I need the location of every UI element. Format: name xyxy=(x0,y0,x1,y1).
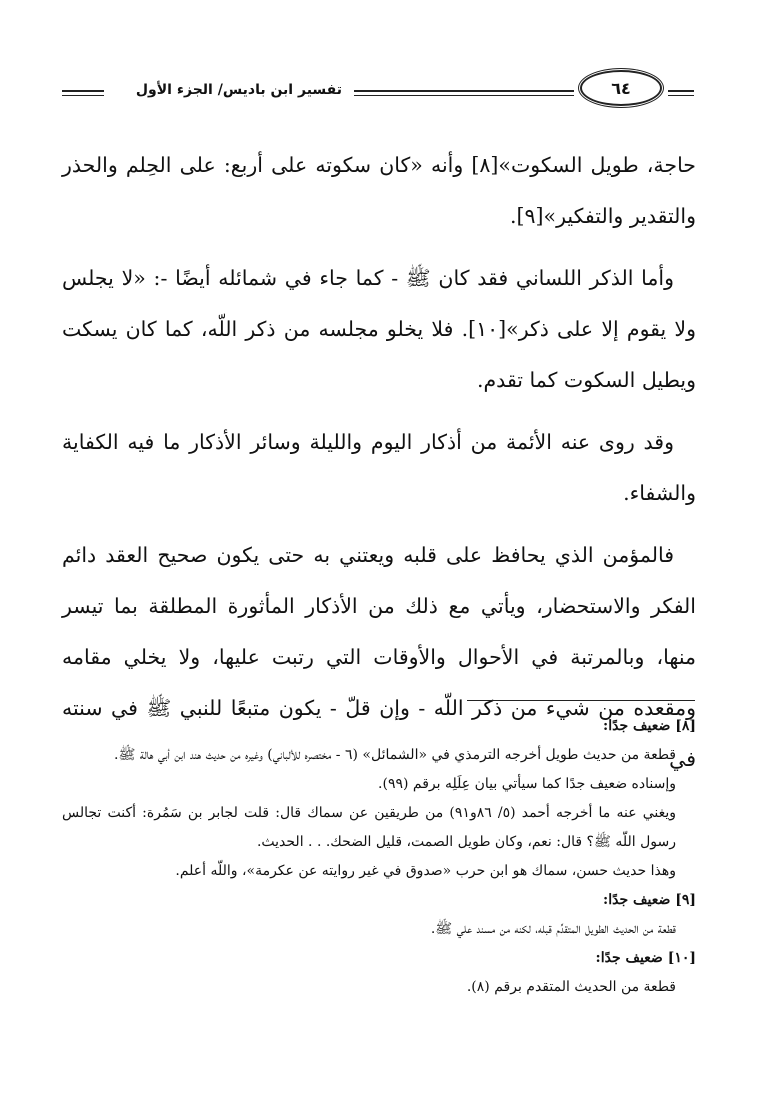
paragraph: وقد روى عنه الأئمة من أذكار اليوم والليلة وسائر الأذكار ما فيه الكفاية والشفاء. xyxy=(62,430,696,505)
footnote-separator xyxy=(467,700,695,701)
page-number: ٦٤ xyxy=(580,70,662,106)
main-text xyxy=(62,140,696,796)
header-rule-right xyxy=(668,90,694,92)
footnote-text: قطعة من الحديث المتقدم برقم (٨). xyxy=(466,979,676,995)
paragraph: وأما الذكر اللساني فقد كان ﷺ - كما جاء في شمائله أيضًا -: «لا يجلس ولا يقوم إلا على ذكر»[١٠]. فلا يخلو مجلسه من ذكر اللّه، كما كان يسكت ويطيل السكوت كما تقدم. xyxy=(62,266,696,392)
header-rule-middle xyxy=(354,90,574,92)
book-title: تفسير ابن باديس/ الجزء الأول xyxy=(135,82,342,98)
footnote-text: ويغني عنه ما أخرجه أحمد (٥/ ٨٦و٩١) من طريقين عن سماك قال: قلت لجابر بن سَمُرة: أكنت تجالس رسول اللّه ﷺ؟ قال: نعم، وكان طويل الصمت، قليل الضحك. . . الحديث. xyxy=(62,805,677,850)
paragraph: فالمؤمن الذي يحافظ على قلبه ويعتني به حتى يكون صحيح العقد دائم الفكر والاستحضار، ويأتي مع ذلك من الأذكار المأثورة المطلقة بما تيسر منها، وبالمرتبة في الأحوال والأوقات التي رتبت عليها، ولا يخلي مقامه ومقعده من شيء من ذكر اللّه - وإن قلّ - يكون متبعًا للنبي ﷺ في سنته في xyxy=(62,543,696,771)
page-header xyxy=(62,68,694,118)
paragraph: حاجة، طويل السكوت»[٨] وأنه «كان سكوته على أربع: على الحِلم والحذر والتقدير والتفكير»[٩]. xyxy=(62,153,696,228)
footnote-text: قطعة من حديث طويل أخرجه الترمذي في «الشمائل» (٦ - مختصره للألباني) وغيره من حديث هند ابن أبي هالة ﷺ. xyxy=(114,747,676,763)
footnotes xyxy=(62,712,696,1002)
footnote-heading: [٩] ضعيف جدًا: xyxy=(603,892,696,908)
footnote-text: وإسناده ضعيف جدًا كما سيأتي بيان عِلَلِه برقم (٩٩). xyxy=(378,776,676,792)
footnote-heading: [٨] ضعيف جدًا: xyxy=(603,718,696,734)
footnote-text: قطعة من الحديث الطويل المتقدِّم قبله، لكنه من مسند علي ﷺ. xyxy=(430,921,676,937)
header-rule-left xyxy=(62,90,104,92)
footnote-heading: [١٠] ضعيف جدًا: xyxy=(595,950,696,966)
footnote-text: وهذا حديث حسن، سماك هو ابن حرب «صدوق في غير روايته عن عكرمة»، واللّه أعلم. xyxy=(175,863,676,879)
